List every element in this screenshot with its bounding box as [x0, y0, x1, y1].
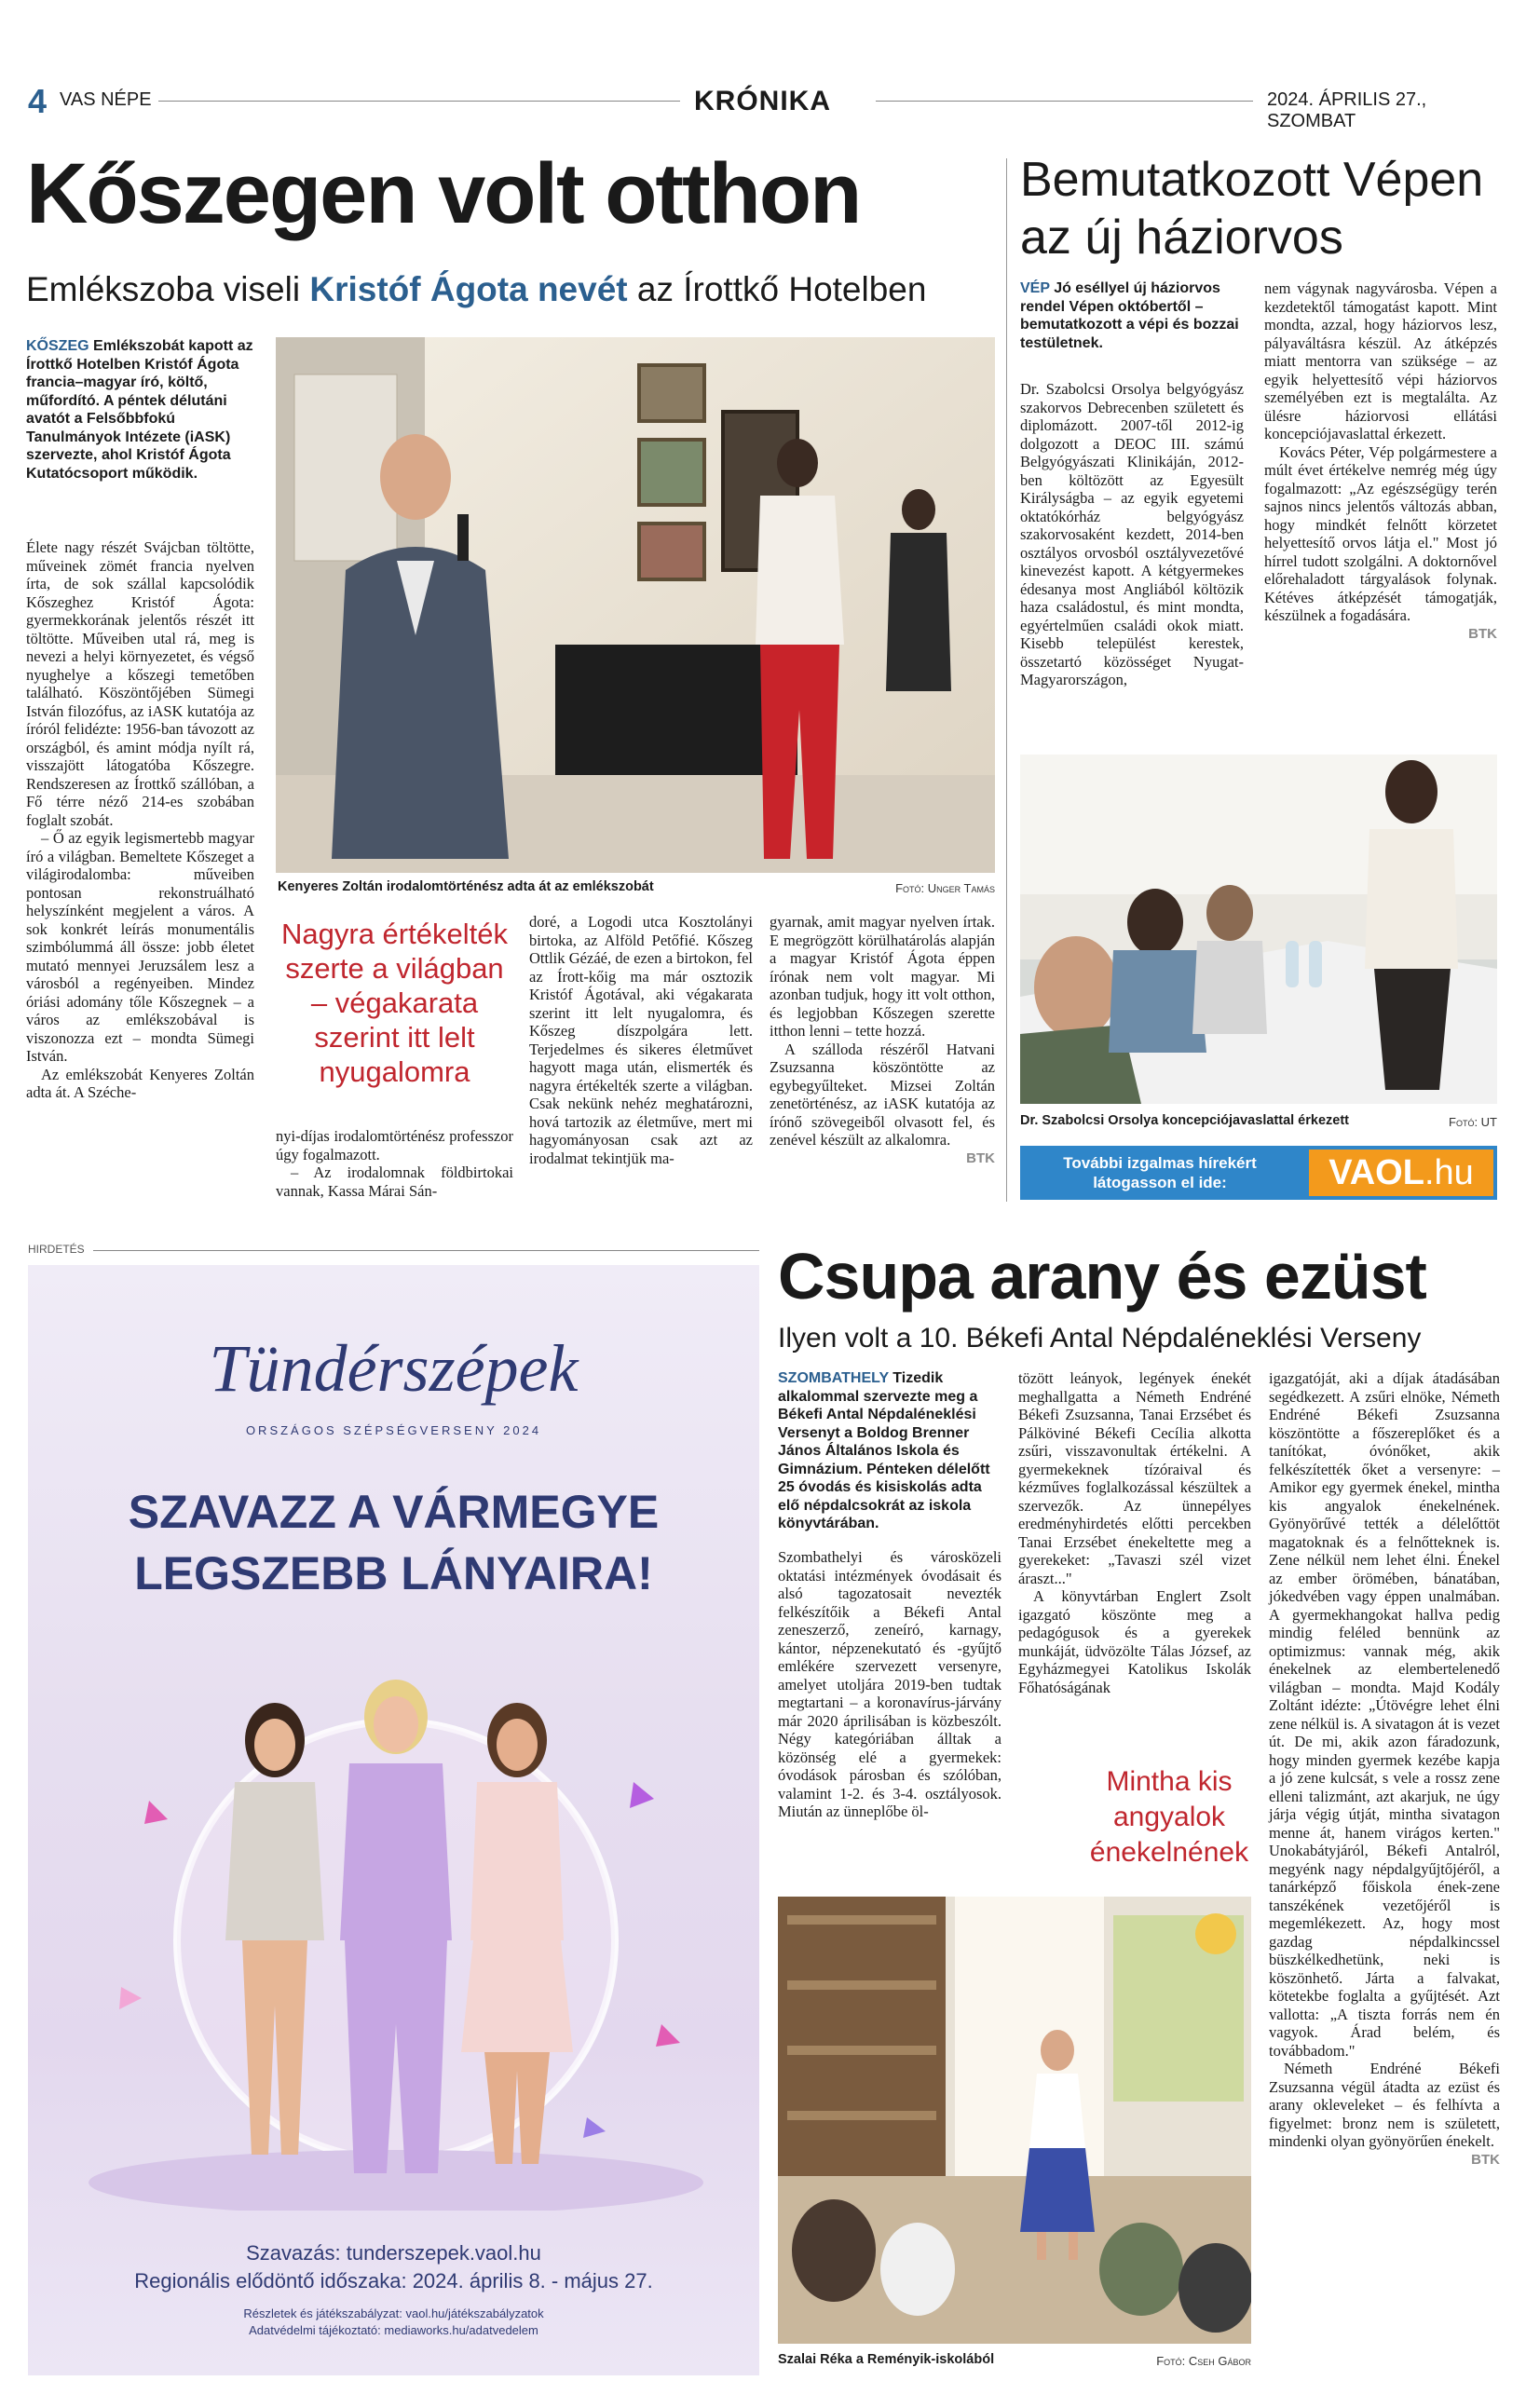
event-photo [276, 337, 995, 873]
section-name: KRÓNIKA [694, 86, 831, 116]
photo-caption: Szalai Réka a Reményik-iskolából [778, 2352, 995, 2367]
paragraph: Németh Endréné Békefi Zsuzsanna végül átadta az ezüst és arany okleveleket – és felhívta a figyelmet: bronz nem is született, mindenki olyan gyönyörűen énekelt. [1269, 2060, 1500, 2150]
ad-models-image [28, 1633, 759, 2211]
subhead-name: Kristóf Ágota nevét [309, 270, 628, 308]
ad-headline-line: SZAVAZZ A VÁRMEGYE [128, 1486, 660, 1538]
paragraph: nyi-díjas irodalomtörténész professzor úgy fogalmazott. [276, 1127, 513, 1163]
paragraph: Élete nagy részét Svájcban töltötte, műveinek zömét francia nyelven írta, de sok szállal kapcsolódik Kőszeghez Kristóf Ágota: gyermekkorának jelentős részét itt töltötte. Műveiben utal rá, meg is nevezi a helyi környezetet, és végső nyughelye a kőszegi temetőben található. Köszöntőjében Sümegi István filozófus, az iASK kutatója az íróról felidézte: 1956-ban távozott az országból, és amint módja nyílt rá, visszajött látogatóba Kőszegre. Rendszeresen az Írottkő szállóban, a Fő térre néző 214-es szobában foglalt szobát. [26, 538, 254, 829]
paper-name: VAS NÉPE [60, 89, 152, 110]
dateline: SZOMBATHELY [778, 1370, 889, 1386]
banner-text [1020, 1153, 1300, 1192]
subhead-text: Emlékszoba viseli [26, 270, 310, 308]
doctor-photo [1020, 755, 1497, 1104]
article-column [1264, 279, 1497, 643]
paragraph: A szálloda részéről Hatvani Zsuzsanna köszöntötte az egybegyűlteket. Mizsei Zoltán zenetörténész, az iASK kutatója az írónő szövegeiből olvasott fel, és zenével készült az alkalomra. [770, 1040, 995, 1149]
paragraph: – Az irodalomnak földbirtokai vannak, Kassa Márai Sán- [276, 1163, 513, 1200]
article-column [778, 1548, 1001, 1821]
article-column [1020, 380, 1244, 689]
article-headline: Bemutatkozott Vépen az új háziorvos [1020, 153, 1484, 265]
paragraph: gyarnak, amit magyar nyelven írtak. E megrögzött körülhatárolás alapján a magyar Kristóf Ágota éppen írónak nem volt magyar. Mi azonban tudjuk, hogy itt volt otthon, és legjobban Kőszegen szerette itthon lenni – tette hozzá. [770, 913, 995, 1040]
lead-text: Emlékszobát kapott az Írottkő Hotelben Kristóf Ágota francia–magyar író, költő, műfordító. A péntek délutáni avatót a Felsőbbfokú Tanulmányok Intézete (iASK) szervezte, ahol Kristóf Ágota Kutatócsoport működik. [26, 338, 253, 482]
dateline: VÉP [1020, 280, 1050, 296]
article-lead [1020, 279, 1244, 352]
logo-main: VAOL [1328, 1153, 1424, 1192]
ad-brand-sub: ORSZÁGOS SZÉPSÉGVERSENY 2024 [245, 1423, 542, 1437]
advert-rule [93, 1250, 759, 1251]
page-header [28, 82, 1498, 131]
lead-text: Tizedik alkalommal szervezte meg a Békefi Antal Népdaléneklési Versenyt a Boldog Brenner János Általános Iskola és Gimnázium. Pénteken délelőtt 25 óvodás és kisiskolás adta elő népdalcsokrát az iskola könyvtárában. [778, 1370, 990, 1531]
author-signature: BTK [966, 1150, 995, 1166]
ad-period-line: Regionális elődöntő időszaka: 2024. április 8. - május 27. [134, 2269, 653, 2292]
photo-caption: Kenyeres Zoltán irodalomtörténész adta át az emlékszobát [278, 879, 654, 894]
lead-text: Jó eséllyel új háziorvos rendel Vépen októbertől – bemutatkozott a vépi és bozzai testületnek. [1020, 280, 1239, 351]
article-lead [778, 1369, 1001, 1533]
vaol-logo[interactable] [1309, 1150, 1493, 1196]
article-headline: Kőszegen volt otthon [26, 146, 861, 241]
article-column [26, 538, 254, 1102]
article-lead [26, 337, 254, 483]
ad-vote-line[interactable]: Szavazás: tunderszepek.vaol.hu [246, 2241, 541, 2265]
author-signature: BTK [1471, 2151, 1500, 2168]
pull-quote: Nagyra értékelték szerte a világban – végakarata szerint itt lelt nyugalomra [281, 918, 508, 1088]
header-rule-right [876, 101, 1253, 102]
paragraph: tözött leányok, legények énekét meghallgatta a Németh Endréné Békefi Zsuzsanna, Tanai Erzsébet és Pálköviné Békefi Cecília alkotta zsűri, visszavonultak értékelni. A gyermekeknek tízóraival és kézműves foglalkozással készültek a szervezők. Az ünnepélyes eredményhirdetés előtti percekben Tanai Erzsébet énekeltette meg a gyerekeket: „Tavaszi szél vizet áraszt..." [1018, 1369, 1251, 1587]
ad-brand: Tündérszépek [209, 1331, 579, 1406]
logo-suffix: .hu [1424, 1153, 1474, 1192]
banner-line: látogasson el ide: [1093, 1174, 1227, 1191]
article-nepdal [778, 1239, 1500, 2380]
article-column [529, 913, 753, 1167]
paragraph: nem vágynak nagyvárosba. Vépen a kezdetektől támogatást kapott. Mint mondta, azzal, hogy háziorvos lesz, pályaváltásra készül. Az átképzés miatt mentorra van szüksége – az egyik helyettesítő vépi háziorvos személyében ezt is megtalálta. Az ülésre háziorvosi ellátási koncepciójavaslattal érkezett. [1264, 279, 1497, 442]
issue-date: 2024. ÁPRILIS 27., SZOMBAT [1267, 89, 1427, 131]
vaol-banner[interactable] [1020, 1146, 1497, 1200]
paragraph: igazgatóját, aki a díjak átadásában segédkezett. A zsűri elnöke, Németh Endréné Békefi Zsuzsanna köszöntötte a főszereplőket és a tanítókat, óvónőket, akik felkészítették őket a versenyre: – Amikor egy gyermek énekel, mintha kis angyalok énekelnének. Gyönyörűvé tették a délelőttöt magatoknak és a felnőtteknek is. Zene nélkül nem lehet élni. Énekel az ember örömében, bánatában, jókedvében vagy éppen unalmában. A gyermekhangokat hallva pedig mindig feléled bennünk az optimizmus: vannak még, akik énekelnek az elembertelenedő világban – mondta. Majd Kodály Zoltánt idézte: „Útövégre lehet élni zene nélkül is. A sivatagon át is vezet út. De mi, akik azon fáradozunk, hogy minden gyermek kezébe kapja a jó zene kulcsát, s vele a rossz zene elleni talizmánt, azt akarjuk, ne úgy járja végig útját, mintha sivatagon menne át, hanem virágos kerten." Unokabátyjáról, Békefi Antalról, megyénk nagy népdalgyűjtőjéről, a tanárképző főiskola ének-zene tanszékének vezetőjéről is megemlékezett. Az, hogy most gazdag népdalkincssel büszkélkedhetünk, neki is köszönhető. Járta a falvakat, kötetekbe foglalta a gyűjtését. Azt vallotta: „A tiszta forrás nem én vagyok. Árad belém, és továbbadom." [1269, 1369, 1500, 2060]
ad-headline-line: LEGSZEBB LÁNYAIRA! [134, 1547, 653, 1599]
photo-credit: Fotó: Unger Tamás [895, 881, 995, 895]
dateline: KŐSZEG [26, 338, 89, 354]
paragraph: doré, a Logodi utca Kosztolányi birtoka, az Alföld Petőfié. Kőszeg Ottlik Gézáé, de ezen a birtokon, fel az Írott-kőig ma már osztozik Kristóf Ágotával, aki végakarata szerint itt lelt nyugalomra, és Kőszeg díszpolgára lett. Terjedelmes és sikeres életművet hagyott maga után, elismerték és nagyra értékelték szerte a világban. Csak nekünk nehéz meghatározni, hová tartozik az életműve, mert mi hagyományosan csak azt az irodalmat tekintjük ma- [529, 913, 753, 1167]
doctor-photo-image [1020, 755, 1497, 1104]
paragraph: Az emlékszobát Kenyeres Zoltán adta át. A Széche- [26, 1065, 254, 1101]
photo-credit: Fotó: Cseh Gábor [1156, 2354, 1251, 2368]
ad-fine-print: Részletek és játékszabályzat: vaol.hu/játékszabályzatok [243, 2306, 544, 2320]
article-subhead [26, 270, 926, 309]
singer-photo [778, 1897, 1251, 2344]
banner-line: További izgalmas hírekért [1063, 1154, 1257, 1172]
article-vep [1020, 140, 1500, 1211]
advertisement[interactable] [28, 1265, 759, 2375]
paragraph: – Ő az egyik legismertebb magyar író a világban. Bemeltete Kőszeget a világirodalomba: műveiben pontosan rekonstruálható helyszínként megjelent a város. A sok konkrét leírás monumentális szimbólummá áll össze: jobb életet mutató mennyei Jeruzsálem lesz a városból a regényeiben. Mindez óriási adomány tőle Kőszegnek – a város az emlékszobával is viszonozza ezt – mondta Sümegi István. [26, 829, 254, 1065]
ad-headline [28, 1481, 759, 1604]
article-koszeg [26, 140, 995, 1211]
pull-quote: Mintha kis angyalok énekelnének [1089, 1766, 1249, 1868]
paragraph: Kovács Péter, Vép polgármestere a múlt évet értékelve nemrég még úgy fogalmazott: „Az egészségügy terén sajnos nincs jelentős változás abban, hogy mindkét felnőtt körzetet helyettesítő orvos látja el." Most jó hírrel tudott szolgálni. A doktornővel előrehaladott tárgyalások folynak. Kétéves átképzését támogatják, készülnek a fogadására. [1264, 442, 1497, 624]
paragraph: Dr. Szabolcsi Orsolya belgyógyász szakorvos Debrecenben született és diplomázott. 2007-től 2012-ig dolgozott a DEOC III. számú Belgyógyászati Klinikáján, 2012-ben költözött az Egyesült Királyságba – az egyik egyetemi oktatókórház belgyógyász szakorvosaként kezdett, 2014-ben osztályos orvosból osztályvezetővé kinevezést kapott. A kétgyermekes édesanya most Angliából költözik haza családostul, és mint mondta, egyértelműen családi okok miatt. Kisebb települést kerestek, összetartó közösséget Nyugat-Magyarországon, [1020, 380, 1244, 688]
page-number: 4 [28, 82, 48, 120]
photo-caption: Dr. Szabolcsi Orsolya koncepciójavaslattal érkezett [1020, 1113, 1349, 1128]
ad-fine-print: Adatvédelmi tájékoztató: mediaworks.hu/adatvedelem [249, 2323, 538, 2337]
article-column [770, 913, 995, 1167]
article-column [276, 1127, 513, 1200]
article-column [1269, 1369, 1500, 2169]
article-column [1018, 1369, 1251, 1696]
column-divider [1006, 158, 1007, 1202]
photo-credit: Fotó: UT [1449, 1115, 1497, 1129]
advert-label: HIRDETÉS [28, 1243, 85, 1256]
author-signature: BTK [1468, 625, 1497, 642]
subhead-text-end: az Írottkő Hotelben [627, 270, 927, 308]
singer-photo-image [778, 1897, 1251, 2344]
paragraph: Szombathelyi és városközeli oktatási intézmények óvodásait és alsó tagozatosait nevezték felkészítőik a Békefi Antal zeneszerző, zeneíró, karnagy, kántor, népzenekutató és -gyűjtő emlékére szervezett versenyre, amelyet utoljára 2019-ben tudtak megtartani – a koronavírus-járvány már 2020 áprilisában is közbeszólt. Négy kategóriában álltak a közönség elé a gyermekek: óvodások párosban és szólóban, valamint 1-2. és 3-4. osztályosok. Miután az ünneplőbe öl- [778, 1548, 1001, 1820]
paragraph: A könyvtárban Englert Zsolt igazgató köszönte meg a pedagógusok és a gyerekek munkáját, üdvözölte Tálas József, az Egyházmegyei Katolikus Iskolák Főhatóságának [1018, 1587, 1251, 1696]
article-headline: Csupa arany és ezüst [778, 1240, 1426, 1313]
header-rule-left [158, 101, 680, 102]
event-photo-image [276, 337, 995, 873]
article-subhead: Ilyen volt a 10. Békefi Antal Népdaléneklési Verseny [778, 1323, 1422, 1354]
